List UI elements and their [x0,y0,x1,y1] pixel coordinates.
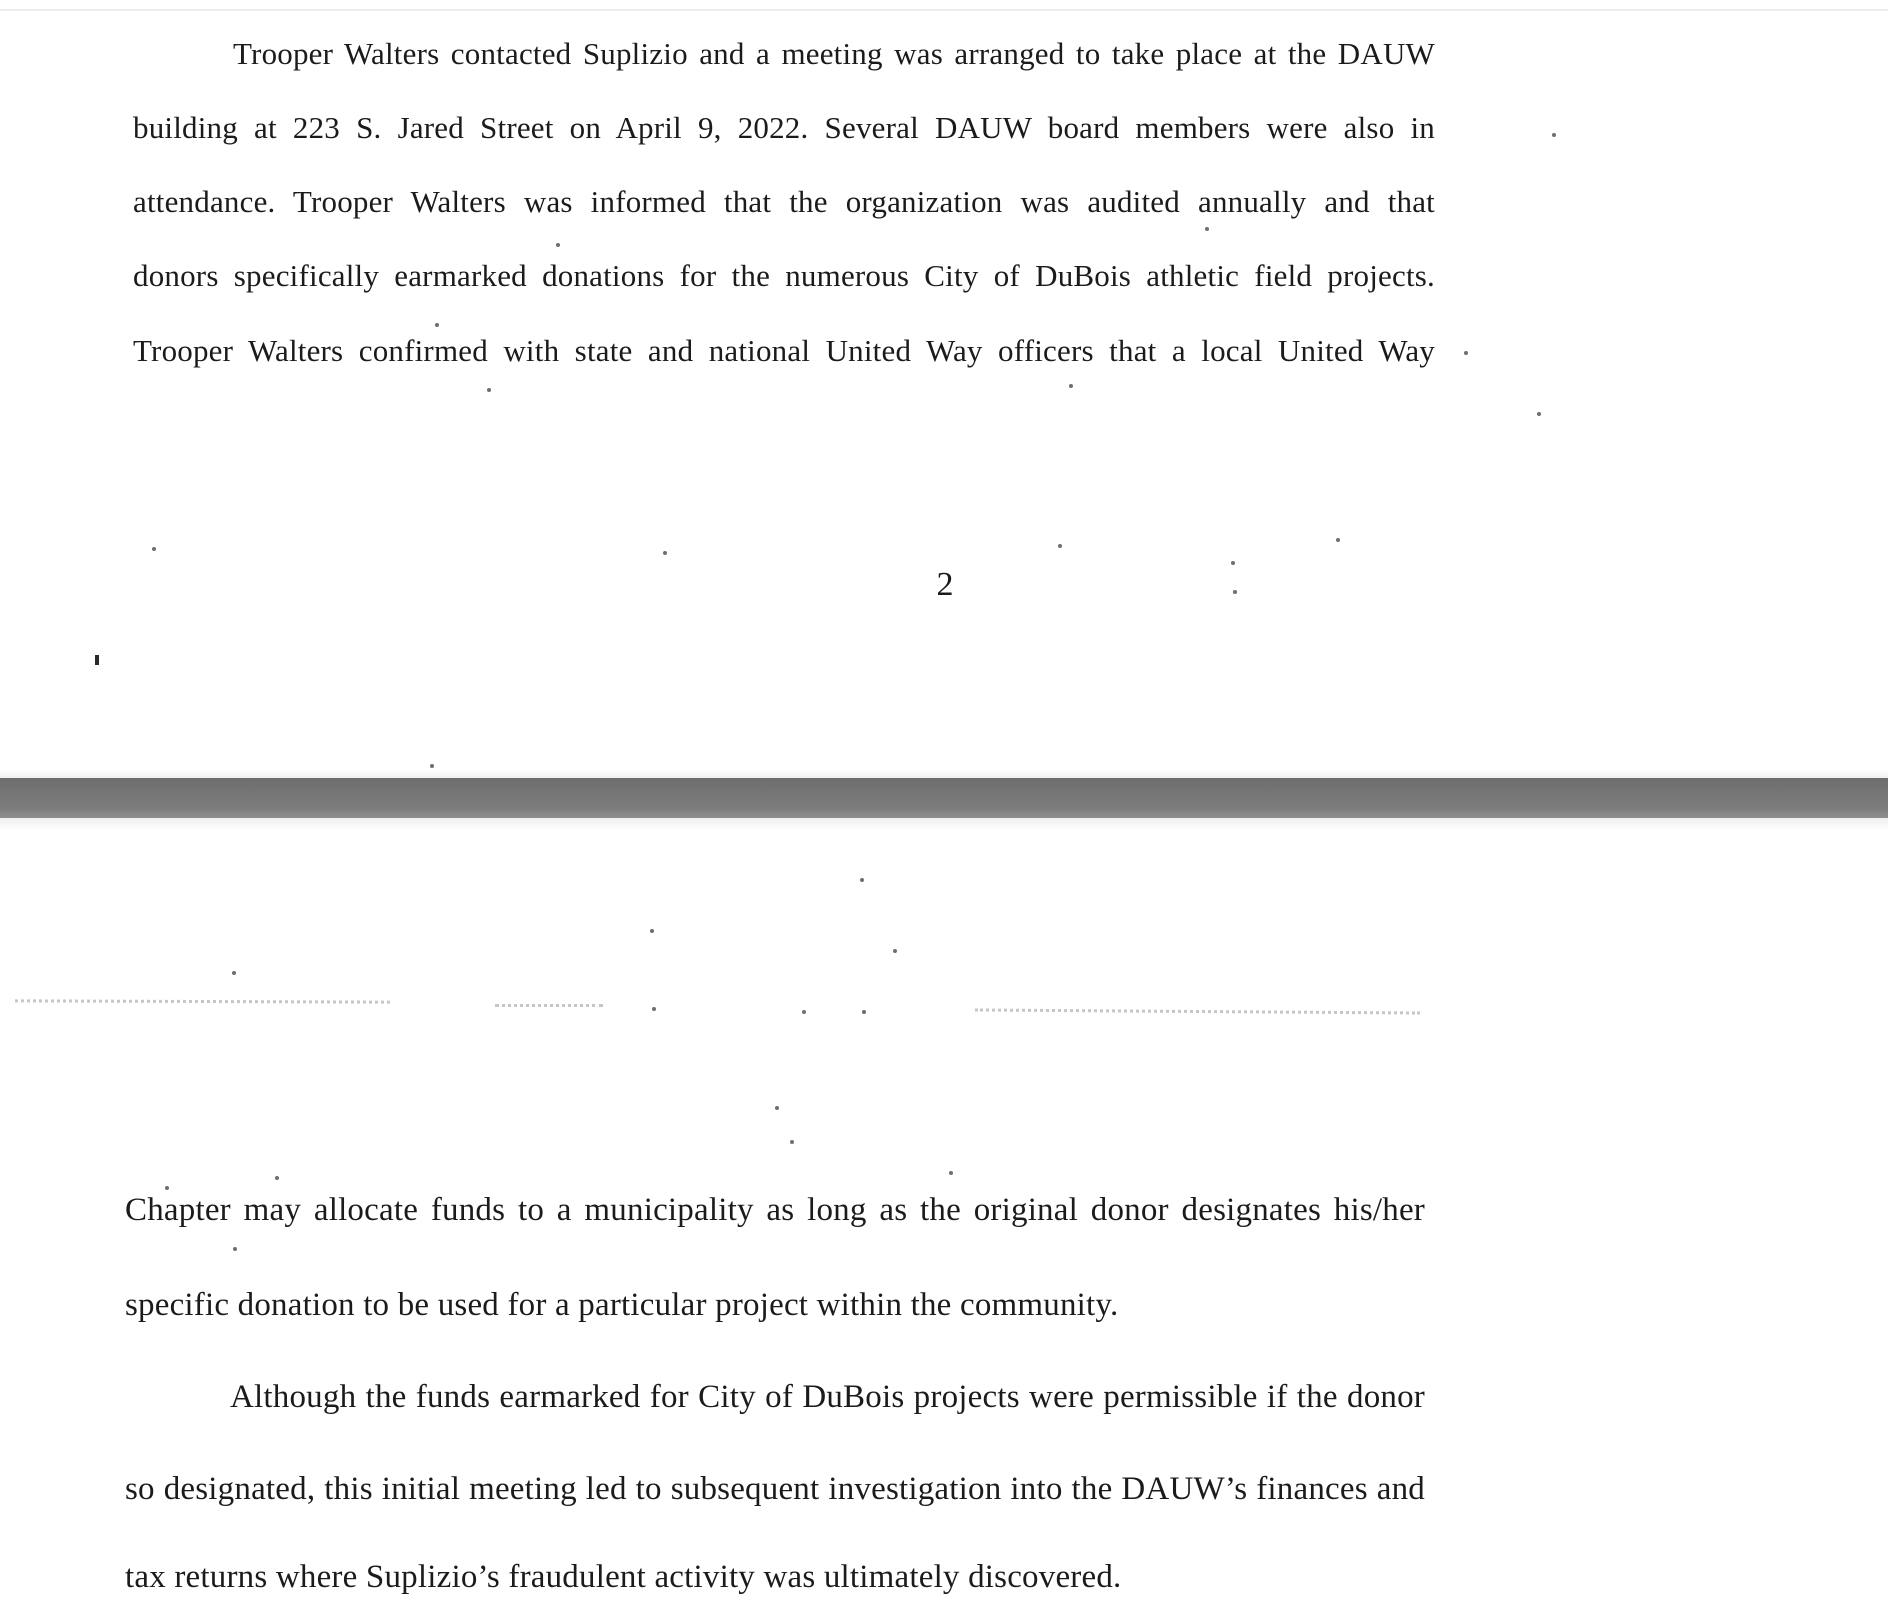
scan-speck [1537,412,1541,416]
scan-speck [1233,590,1237,594]
scan-speck [165,1186,169,1190]
scan-speck [949,1171,953,1175]
text-line: so designated, this initial meeting led to subsequent investigation into the DAUW’s finances and [125,1471,1425,1507]
scan-edge-line [0,9,1888,11]
scan-speck [430,764,434,768]
scan-speck [775,1106,779,1110]
scan-speck [663,551,667,555]
scan-speck [275,1176,279,1180]
page-number: 2 [936,566,954,603]
scan-speck [435,323,439,327]
scan-speck [232,971,236,975]
scan-speck [556,243,560,247]
scan-speck [1336,538,1340,542]
scan-speck [233,1247,237,1251]
scan-artifact-dotted-line [495,1004,603,1007]
scan-speck [1464,351,1468,355]
scan-speck [790,1140,794,1144]
text-line: Trooper Walters contacted Suplizio and a meeting was arranged to take place at the DAUW [233,36,1435,71]
text-line: Trooper Walters confirmed with state and national United Way officers that a local United Way [133,333,1435,368]
separator-halo [0,770,1888,778]
text-line: tax returns where Suplizio’s fraudulent activity was ultimately discovered. [125,1559,1122,1595]
text-line: building at 223 S. Jared Street on April 9, 2022. Several DAUW board members were also in [133,110,1435,145]
scan-speck [487,388,491,392]
scan-artifact-dotted-line [15,999,390,1003]
text-line: Chapter may allocate funds to a municipality as long as the original donor designates his/her [125,1192,1425,1228]
page-separator-bar [0,778,1888,818]
scan-speck [652,1007,656,1011]
text-line: donors specifically earmarked donations for the numerous City of DuBois athletic field projects. [133,258,1435,293]
text-line: Although the funds earmarked for City of DuBois projects were permissible if the donor [230,1379,1425,1415]
scan-speck [95,655,99,665]
scan-speck [1069,384,1073,388]
scan-speck [1205,227,1209,231]
scan-speck [650,929,654,933]
scan-speck [1058,544,1062,548]
text-line: specific donation to be used for a particular project within the community. [125,1287,1119,1323]
scan-speck [1231,561,1235,565]
scan-speck [1552,133,1556,137]
scan-speck [802,1010,806,1014]
scan-speck [862,1010,866,1014]
text-line: attendance. Trooper Walters was informed that the organization was audited annually and that [133,184,1435,219]
scan-artifact-dotted-line [975,1008,1420,1014]
scan-speck [860,878,864,882]
scan-speck [893,949,897,953]
scan-speck [152,547,156,551]
separator-halo [0,818,1888,830]
